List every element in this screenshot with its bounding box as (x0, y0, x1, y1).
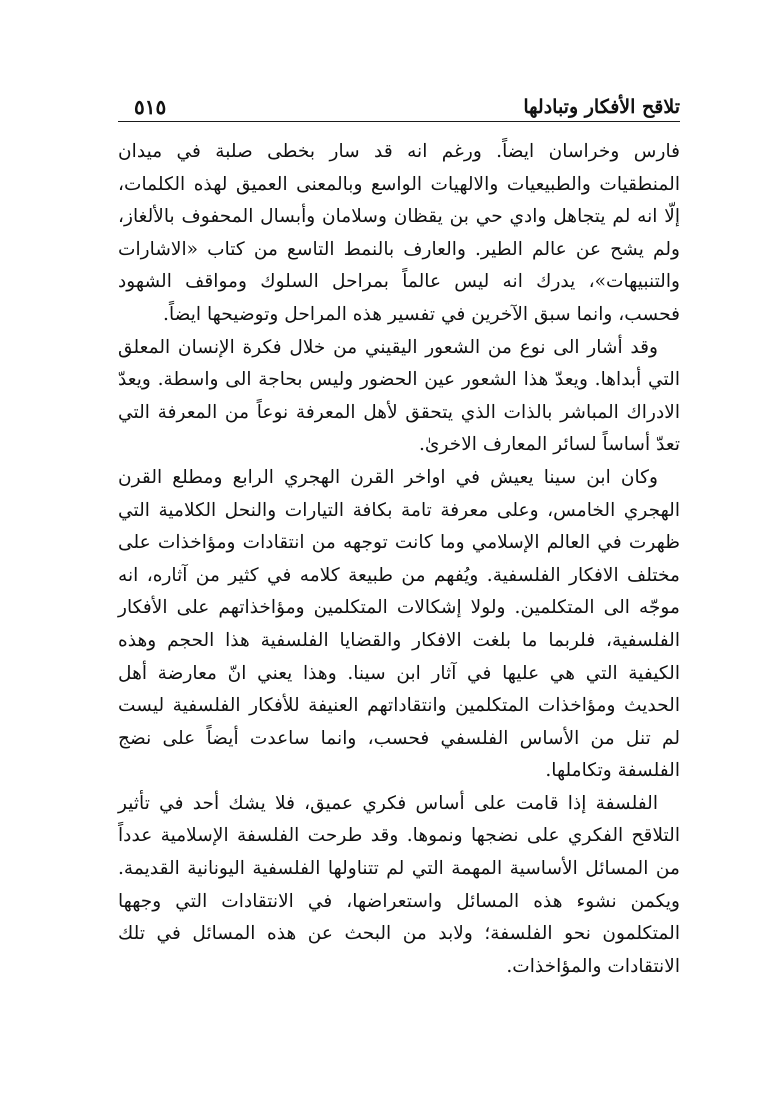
running-title: تلاقح الأفكار وتبادلها (523, 96, 680, 118)
paragraph: فارس وخراسان ايضاً. ورغم انه قد سار بخطى صلبة في ميدان المنطقيات والطبيعيات والالهيات الواسع وبالمعنى العميق لهذه الكلمات، إلّا انه لم يتجاهل وادي حي بن يقظان وسلامان وأبسال المحفوف بالألغاز، ولم يشح عن عالم الطير. والعارف بالنمط التاسع من كتاب «الاشارات والتنبيهات»، يدرك انه ليس عالماً بمراحل السلوك ومواقف الشهود فحسب، وانما سبق الآخرين في تفسير هذه المراحل وتوضيحها ايضاً. (118, 141, 680, 325)
paragraph: الفلسفة إذا قامت على أساس فكري عميق، فلا يشك أحد في تأثير التلاقح الفكري على نضجها ونموها. وقد طرحت الفلسفة الإسلامية عدداً من المسائل الأساسية المهمة التي لم تتناولها الفلسفية اليونانية القديمة. ويكمن نشوء هذه المسائل واستعراضها، في الانتقادات التي وجهها المتكلمون نحو الفلسفة؛ ولابد من البحث عن هذه المسائل في تلك الانتقادات والمؤاخذات. (118, 792, 680, 977)
book-page (118, 88, 680, 1068)
body-text (118, 136, 680, 983)
page-number: ٥١٥ (134, 95, 167, 119)
running-header (118, 88, 680, 122)
paragraph: وكان ابن سينا يعيش في اواخر القرن الهجري الرابع ومطلع القرن الهجري الخامس، وعلى معرفة تامة بكافة التيارات والنحل الكلامية التي ظهرت في العالم الإسلامي وما كانت توجهه من انتقادات ومؤاخذات على مختلف الافكار الفلسفية. ويُفهم من طبيعة كلامه في كثير من آثاره، انه موجّه الى المتكلمين. ولولا إشكالات المتكلمين ومؤاخذاتهم على الأفكار الفلسفية، فلربما ما بلغت الافكار والقضايا الفلسفية هذا الحجم وهذه الكيفية التي هي عليها في آثار ابن سينا. وهذا يعني انّ معارضة أهل الحديث ومؤاخذات المتكلمين وانتقاداتهم العنيفة للأفكار الفلسفية ليست لم تنل من الأساس الفلسفي فحسب، وانما ساعدت أيضاً على نضج الفلسفة وتكاملها. (118, 466, 680, 782)
paragraph: وقد أشار الى نوع من الشعور اليقيني من خلال فكرة الإنسان المعلق التي أبداها. ويعدّ هذا الشعور عين الحضور وليس بحاجة الى واسطة. ويعدّ الادراك المباشر بالذات الذي يتحقق لأهل المعرفة نوعاً من المعرفة التي تعدّ أساساً لسائر المعارف الاخرىٰ. (118, 336, 680, 456)
